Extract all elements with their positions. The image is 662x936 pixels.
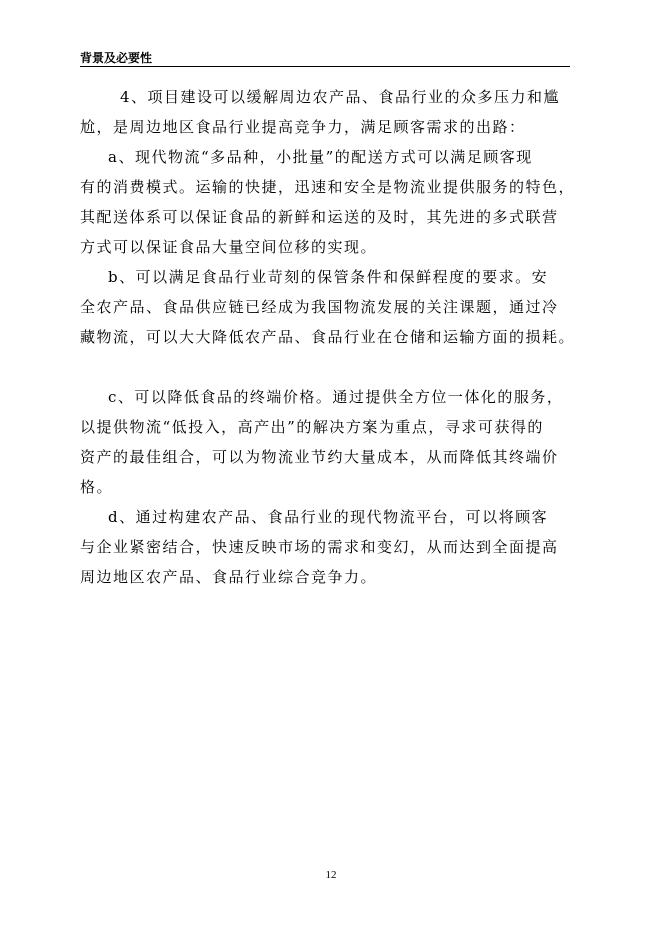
text-line: 有的消费模式。运输的快捷，迅速和安全是物流业提供服务的特色， bbox=[80, 178, 576, 196]
paragraph-c bbox=[80, 382, 580, 502]
paragraph-4 bbox=[80, 82, 580, 142]
text-line: 尬，是周边地区食品行业提高竞争力，满足顾客需求的出路： bbox=[80, 118, 526, 136]
paragraph-d bbox=[80, 502, 580, 592]
document-body bbox=[80, 82, 580, 592]
text-line: c、可以降低食品的终端价格。通过提供全方位一体化的服务， bbox=[108, 388, 564, 406]
text-line: d、通过构建农产品、食品行业的现代物流平台，可以将顾客 bbox=[108, 508, 549, 526]
text-line: 格。 bbox=[80, 478, 114, 496]
text-line: 以提供物流“低投入，高产出”的解决方案为重点，寻求可获得的 bbox=[80, 418, 544, 436]
text-line: 其配送体系可以保证食品的新鲜和运送的及时，其先进的多式联营 bbox=[80, 208, 559, 226]
text-line: 资产的最佳组合，可以为物流业节约大量成本，从而降低其终端价 bbox=[80, 448, 559, 466]
paragraph-gap bbox=[80, 352, 580, 382]
header-title: 背景及必要性 bbox=[80, 51, 153, 65]
text-line: 与企业紧密结合，快速反映市场的需求和变幻，从而达到全面提高 bbox=[80, 538, 559, 556]
text-line: 全农产品、食品供应链已经成为我国物流发展的关注课题，通过冷 bbox=[80, 298, 559, 316]
paragraph-b bbox=[80, 262, 580, 352]
text-line: 方式可以保证食品大量空间位移的实现。 bbox=[80, 238, 378, 256]
text-line: a、现代物流“多品种，小批量”的配送方式可以满足顾客现 bbox=[108, 148, 533, 166]
text-line: b、可以满足食品行业苛刻的保管条件和保鲜程度的要求。安 bbox=[108, 268, 549, 286]
page-number: 12 bbox=[325, 869, 337, 881]
paragraph-a bbox=[80, 142, 580, 262]
text-line: 4、项目建设可以缓解周边农产品、食品行业的众多压力和尴 bbox=[120, 88, 561, 106]
page-header bbox=[80, 48, 570, 67]
text-line: 周边地区农产品、食品行业综合竞争力。 bbox=[80, 568, 378, 586]
text-line: 藏物流，可以大大降低农产品、食品行业在仓储和运输方面的损耗。 bbox=[80, 328, 576, 346]
